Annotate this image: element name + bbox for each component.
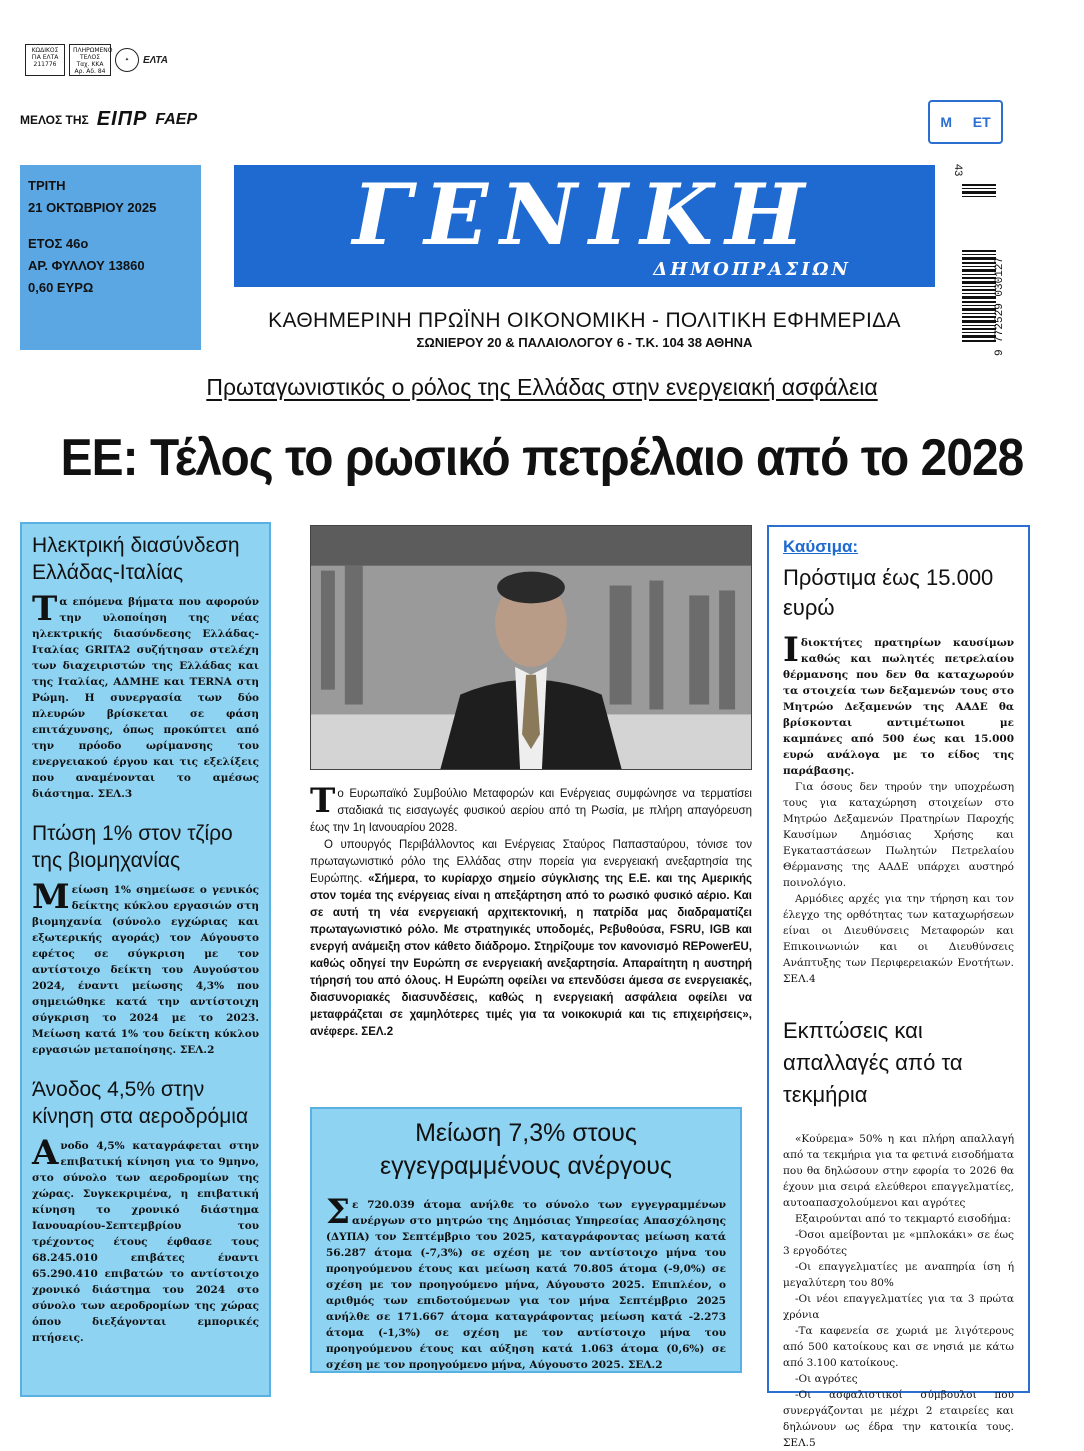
newspaper-subtitle: ΔΗΜΟΠΡΑΣΙΩΝ <box>653 259 851 280</box>
tagline: ΚΑΘΗΜΕΡΙΝΗ ΠΡΩΪΝΗ ΟΙΚΟΝΟΜΙΚΗ - ΠΟΛΙΤΙΚΗ ΕΦΗΜΕΡΙΔΑ <box>268 309 901 332</box>
article-fuel-kicker: Καύσιμα: <box>783 537 859 556</box>
faep-logo: FAEP <box>155 110 198 128</box>
lead-kicker: Πρωταγωνιστικός ο ρόλος της Ελλάδας στην ενεργειακή ασφάλεια <box>206 374 878 400</box>
lead-headline: ΕΕ: Τέλος το ρωσικό πετρέλαιο από το 2028 <box>60 429 1024 487</box>
met-right: ΕΤ <box>972 114 991 130</box>
lead-article-p2c: Η Ευρώπη οφείλει να επενδύσει άμεσα σε ενεργειακές, διασυνοριακές διασυνδέσεις, καθώς η ενεργειακή ασφάλεια οφείλει να μεταφράζεται σε χαμηλότερες τιμές για τα νοικοκυριά και τις επιχειρήσεις», ανέφερε. ΣΕΛ.2 <box>310 975 752 1038</box>
lead-article <box>310 781 752 1041</box>
barcode <box>952 164 1006 360</box>
article-exemptions-q7: -Οι αγρότες <box>795 1373 858 1385</box>
lead-article-p2a: Ο υπουργός Περιβάλλοντος και Ενέργειας Σταύρος Παπασταύρου, τόνισε τον πρωταγωνιστικό ρόλο της Ελλάδας στην πορεία για ενεργειακή ανεξαρτησία της Ευρώπης. <box>310 839 752 885</box>
left-column <box>20 522 271 1397</box>
lead-photo <box>310 525 752 770</box>
article-exemptions-q1: «Κούρεμα» 50% η και πλήρη απαλλαγή από τα τεκμήρια για τα φετινά εισοδήματα που θα δηλώσουν στην εφορία το 2026 θα έχουν μια σειρά ελεύθεροι επαγγελματίες, αυτοαπασχολούμενοι και αγρότες <box>783 1133 1014 1209</box>
article-fuel-p2: Αρμόδιες αρχές για την τήρηση και τον έλεγχο της ορθότητας των καταχωρήσεων είναι οι Διευθύνσεις Μεταφορών και Επικοινωνιών και οι Διευθύνσεις Ανάπτυξης των Περιφερειακών Ενοτήτων. ΣΕΛ.4 <box>783 893 1014 985</box>
article-exemptions-q6: -Τα καφενεία σε χωριά με λιγότερους από 500 κατοίκους και σε νησιά με κάτω από 3.100 κατοίκους. <box>783 1325 1014 1369</box>
dropcap: Σ <box>326 1192 351 1232</box>
article-exemptions-q8: -Οι ασφαλιστικοί σύμβουλοι που συνεργάζονται με μέχρι 2 εταιρείες και δηλώνουν ως έδρα την κατοικία τους. ΣΕΛ.5 <box>783 1389 1014 1449</box>
issue-day: ΤΡΙΤΗ <box>28 178 66 193</box>
article-airports <box>32 1076 259 1346</box>
met-left: Μ <box>940 114 953 130</box>
article-interconnection-body: α επόμενα βήματα που αφορούν την υλοποίηση της νέας ηλεκτρικής διασύνδεσης Ελλάδας-Ιταλίας GRITA2 συζήτησαν στελέχη των διαχειριστών της Ελλάδας και της Ιταλίας, ΑΔΜΗΕ και TERNA στη Ρώμη. Η συνεργασία των δύο πλευρών βρίσκεται σε φάση επιτάχυνσης, όπως προκύπτει από την πρόοδο ωρίμανσης του ενεργειακού έργου και τις εξελίξεις που αναμένονται το αμέσως διάστημα. ΣΕΛ.3 <box>32 596 259 800</box>
article-fuel-p1: Για όσους δεν τηρούν την υποχρέωση τους για καταχώρηση στοιχείων στο Μητρώο Δεξαμενών Πρατηρίων Παροχής Καυσίμων Δημόσιας Χρήσης και Εγκαταστάσεων Πωλητών Πετρελαίου Θέρμανσης της ΑΑΔΕ υπάρχει αυστηρό ποινολόγιο. <box>783 781 1014 889</box>
issue-number: ΑΡ. ΦΥΛΛΟΥ 13860 <box>28 258 145 273</box>
article-unemployment <box>310 1107 742 1373</box>
article-airports-head: Άνοδος 4,5% στην κίνηση στα αεροδρόμια <box>32 1078 249 1128</box>
lead-article-p1: ο Ευρωπαϊκό Συμβούλιο Μεταφορών και Ενέργειας συμφώνησε να τερματίσει σταδιακά τις εισαγωγές φυσικού αερίου από τη Ρωσία, με πλήρη απαγόρευση έως την 1η Ιανουαρίου 2028. <box>310 788 752 834</box>
article-fuel-head: Πρόστιμα έως 15.000 ευρώ <box>783 565 994 620</box>
lead-article-quote: «Σήμερα, το κυρίαρχο σημείο σύγκλισης της Ε.Ε. και της Αμερικής στον τομέα της ενέργειας είναι η απεξάρτηση από το ρωσικό φυσικό αέριο. Και σε αυτή τη νέα ενεργειακή αρχιτεκτονική, η πατρίδα μας διαδραματίζει πρωταγωνιστικό ρόλο. Με στρατηγικές υποδομές, Ρεβυθούσα, FSRU, IGB και ενεργή ανάμειξη στον κάθετο διάδρομο. Στηρίζουμε τον κανονισμό REPowerEU, καθώς οδηγεί την Ευρώπη σε ενεργειακή ανεξαρτησία. Απαραίτητη η αυστηρή τήρησή του από όλους. <box>310 873 752 987</box>
masthead <box>234 165 935 287</box>
article-industry <box>32 820 259 1058</box>
article-exemptions-q3: -Όσοι αμείβονται με «μπλοκάκι» σε έως 3 εργοδότες <box>783 1229 1014 1257</box>
eipr-logo: ΕΙΠΡ <box>96 108 148 130</box>
member-label: ΜΕΛΟΣ ΤΗΣ <box>20 112 89 127</box>
dropcap: Τ <box>32 589 58 629</box>
article-exemptions-q5: -Οι νέοι επαγγελματίες για τα 3 πρώτα χρόνια <box>783 1293 1014 1321</box>
article-interconnection <box>32 532 259 802</box>
dropcap: Τ <box>310 781 336 821</box>
postal-marks <box>25 44 168 76</box>
newspaper-title: ΓΕΝΙΚΗ <box>352 165 817 264</box>
article-exemptions <box>783 1015 1014 1451</box>
postal-code-box <box>25 44 65 76</box>
postage-paid-box <box>69 44 111 76</box>
postage-paid-label: ΠΛΗΡΩΜΕΝΟ ΤΕΛΟΣ <box>73 47 113 61</box>
postage-permit: Αρ. Αδ. 84 <box>74 68 106 75</box>
barcode-issue-code: 43 <box>952 164 964 177</box>
article-interconnection-head: Ηλεκτρική διασύνδεση Ελλάδας-Ιταλίας <box>32 534 240 584</box>
elta-logo: ΕΛΤΑ <box>143 54 169 66</box>
dropcap: Α <box>32 1133 59 1173</box>
dropcap: Ι <box>783 630 799 670</box>
membership-line <box>20 108 197 131</box>
dropcap: Μ <box>32 877 70 917</box>
article-industry-head: Πτώση 1% στον τζίρο της βιομηχανίας <box>32 822 233 872</box>
article-fuel-lead: διοκτήτες πρατηρίων καυσίμων καθώς και πωλητές πετρελαίου θέρμανσης που δεν θα καταχωρούν τα στοιχεία των δεξαμενών τους στο Μητρώο Δεξαμενών της ΑΑΔΕ θα βρίσκονται αντιμέτωποι με καμπάνες από 500 έως και 15.000 ευρώ ανάλογα με το είδος της παράβασης. <box>783 637 1014 777</box>
barcode-bars-icon <box>962 184 996 342</box>
article-unemployment-body: ε 720.039 άτομα ανήλθε το σύνολο των εγγεγραμμένων ανέργων στο μητρώο της Δημόσιας Υπηρεσίας Απασχόλησης (ΔΥΠΑ) τον Σεπτέμβριο του 2025, καταγράφοντας μείωση κατά 56.287 άτομα (-7,3%) σε σχέση με τον αντίστοιχο μήνα του προηγούμενου έτους και μείωση κατά 70.805 άτομα (-9,0%) σε σχέση με τον προηγούμενο μήνα, Αύγουστο 2025. Επιπλέον, ο αριθμός των επιδοτούμενων για τον μήνα Σεπτέμβριο 2025 ανήλθε σε 171.667 άτομα καταγράφοντας μείωση κατά -2.273 άτομα (-1,3%) σε σχέση με τον αντίστοιχο μήνα του προηγούμενου έτους και αύξηση κατά 1.063 άτομα (0,6%) σε σχέση με τον προηγούμενο μήνα, Αύγουστο 2025. ΣΕΛ.2 <box>326 1199 726 1371</box>
issue-date-box <box>20 165 201 350</box>
elta-seal-icon: ✦ <box>115 48 139 72</box>
article-exemptions-q4: -Οι επαγγελματίες με αναπηρία ίση ή μεγαλύτερη του 80% <box>783 1261 1014 1289</box>
article-industry-body: είωση 1% σημείωσε ο γενικός δείκτης κύκλου εργασιών στη βιομηχανία (σύνολο εγχώριας και εξωτερικής αγοράς) τον Αύγουστο εφέτος σε σύγκριση με τον αντίστοιχο δείκτη του Αυγούστου 2024, έναντι μείωσης 4,3% που σημειώθηκε κατά την αντίστοιχη σύγκριση το 2024 με το 2023. Μείωση κατά 1% του δείκτη κύκλου εργασιών μεταποίησης. ΣΕΛ.2 <box>32 884 259 1056</box>
article-airports-body: νοδο 4,5% καταγράφεται στην επιβατική κίνηση για το 9μηνο, στο σύνολο των αεροδρομίων της χώρας. Συγκεκριμένα, η επιβατική κίνηση το χρονικό διάστημα Ιανουαρίου-Σεπτεμβρίου του τρέχοντος έτους έφθασε τους 68.245.010 επιβάτες έναντι 65.290.410 επιβατών το αντίστοιχο χρονικό διάστημα του 2024 στο σύνολο των αεροδρομίων της χώρας όπου διεξάγονται εμπορικές πτήσεις. <box>32 1140 259 1344</box>
postage-office: Ταχ. ΚΚΑ <box>76 61 104 68</box>
issue-date: 21 ΟΚΤΩΒΡΙΟΥ 2025 <box>28 200 157 215</box>
issue-year: ΕΤΟΣ 46ο <box>28 236 89 251</box>
postal-code-text: ΚΩΔΙΚΟΣ ΓΙΑ ΕΛΤΑ 211776 <box>31 47 59 68</box>
address: ΣΩΝΙΕΡΟΥ 20 & ΠΑΛΑΙΟΛΟΓΟΥ 6 - Τ.Κ. 104 38 ΑΘΗΝΑ <box>416 335 753 350</box>
article-exemptions-q2: Εξαιρούνται από το τεκμαρτό εισοδήμα: <box>795 1213 1011 1225</box>
issue-price: 0,60 ΕΥΡΩ <box>28 280 94 295</box>
barcode-number: 9 772529 030127 <box>994 256 1006 356</box>
right-column <box>767 525 1030 1449</box>
article-exemptions-head: Εκπτώσεις και απαλλαγές από τα τεκμήρια <box>783 1018 963 1107</box>
article-unemployment-head: Μείωση 7,3% στους εγγεγραμμένους ανέργους <box>380 1119 672 1180</box>
met-badge <box>928 100 1003 144</box>
